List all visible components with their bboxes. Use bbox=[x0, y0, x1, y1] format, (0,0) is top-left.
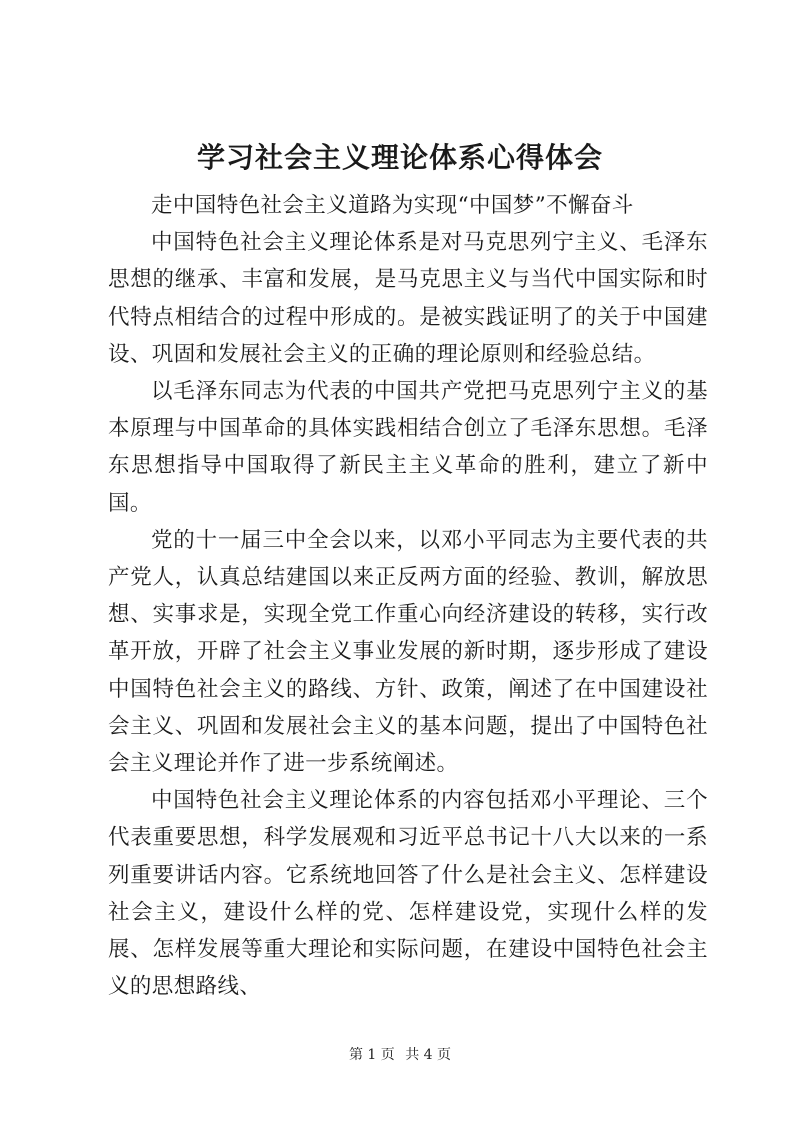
document-body bbox=[108, 187, 708, 1005]
subtitle-paragraph: 走中国特色社会主义道路为实现“中国梦”不懈奋斗 bbox=[151, 193, 634, 218]
body-paragraph: 以毛泽东同志为代表的中国共产党把马克思列宁主义的基本原理与中国革命的具体实践相结合创立了毛泽东思想。毛泽东思想指导中国取得了新民主主义革命的胜利，建立了新中国。 bbox=[108, 379, 708, 516]
body-paragraph: 中国特色社会主义理论体系是对马克思列宁主义、毛泽东思想的继承、丰富和发展，是马克思主义与当代中国实际和时代特点相结合的过程中形成的。是被实践证明了的关于中国建设、巩固和发展社会主义的正确的理论原则和经验总结。 bbox=[108, 230, 708, 367]
document-title: 学习社会主义理论体系心得体会 bbox=[196, 141, 603, 174]
body-paragraph: 党的十一届三中全会以来，以邓小平同志为主要代表的共产党人，认真总结建国以来正反两方面的经验、教训，解放思想、实事求是，实现全党工作重心向经济建设的转移，实行改革开放，开辟了社会主义事业发展的新时期，逐步形成了建设中国特色社会主义的路线、方针、政策，阐述了在中国建设社会主义、巩固和发展社会主义的基本问题，提出了中国特色社会主义理论并作了进一步系统阐述。 bbox=[108, 527, 708, 777]
page-number: 第 1 页 bbox=[348, 1047, 395, 1063]
total-pages: 共 4 页 bbox=[405, 1047, 452, 1063]
page-footer bbox=[0, 1045, 800, 1065]
body-paragraph: 中国特色社会主义理论体系的内容包括邓小平理论、三个代表重要思想，科学发展观和习近平总书记十八大以来的一系列重要讲话内容。它系统地回答了什么是社会主义、怎样建设社会主义，建设什么样的党、怎样建设党，实现什么样的发展、怎样发展等重大理论和实际问题，在建设中国特色社会主义的思想路线、 bbox=[108, 788, 708, 1000]
